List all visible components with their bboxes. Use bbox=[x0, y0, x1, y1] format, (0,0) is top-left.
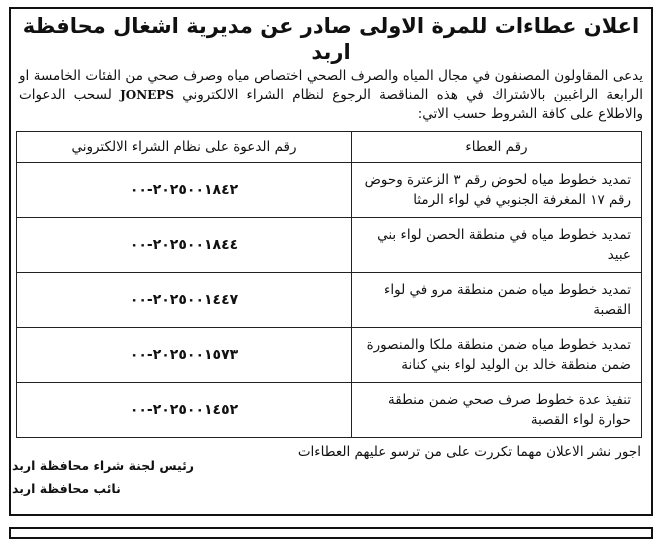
tender-notice bbox=[9, 7, 653, 516]
table-row bbox=[17, 218, 642, 273]
table-row bbox=[17, 163, 642, 218]
publication-fees-note: اجور نشر الاعلان مهما تكررت على من ترسو عليهم العطاءات bbox=[297, 444, 641, 460]
notice-intro bbox=[17, 67, 645, 124]
table-row bbox=[17, 328, 642, 383]
tender-name: تمديد خطوط مياه ضمن منطقة ملكا والمنصورة ضمن منطقة خالد بن الوليد لواء بني كنانة bbox=[352, 328, 642, 383]
tender-name: تمديد خطوط مياه في منطقة الحصن لواء بني عبيد bbox=[352, 218, 642, 273]
invitation-number: ٢٠٢٥٠٠١٨٤٢-٠٠ bbox=[17, 163, 352, 218]
intro-end: لسحب الدعوات والاطلاع على كافة الشروط حسب الاتي: bbox=[19, 87, 643, 122]
header-tender-name: رقم العطاء bbox=[352, 132, 642, 163]
table-row bbox=[17, 273, 642, 328]
invitation-number: ٢٠٢٥٠٠١٤٥٢-٠٠ bbox=[17, 383, 352, 438]
intro-text: يدعى المقاولون المصنفون في مجال المياه والصرف الصحي اختصاص مياه وصرف صحي من الفئات الخامسة او الرابعة الراغبين بالاشتراك في هذه المناقصة الرجوع لنظام الشراء الالكتروني bbox=[19, 68, 643, 103]
header-invitation-number: رقم الدعوة على نظام الشراء الالكتروني bbox=[17, 132, 352, 163]
next-ad-border bbox=[9, 527, 653, 539]
invitation-number: ٢٠٢٥٠٠١٤٤٧-٠٠ bbox=[17, 273, 352, 328]
tender-name: تمديد خطوط مياه ضمن منطقة مرو في لواء القصبة bbox=[352, 273, 642, 328]
notice-title: اعلان عطاءات للمرة الاولى صادر عن مديرية اشغال محافظة اربد bbox=[22, 14, 640, 64]
signature-deputy-governor: نائب محافظة اربد bbox=[12, 481, 121, 496]
tender-name: تمديد خطوط مياه لحوض رقم ٣ الزعترة وحوض رقم ١٧ المغرفة الجنوبي في لواء الرمثا bbox=[352, 163, 642, 218]
table-row bbox=[17, 383, 642, 438]
signature-committee-head: رئيس لجنة شراء محافظة اربد bbox=[12, 458, 194, 473]
table-header-row bbox=[17, 132, 642, 163]
system-name: JONEPS bbox=[120, 88, 174, 102]
tenders-table bbox=[16, 131, 642, 438]
tender-name: تنفيذ عدة خطوط صرف صحي ضمن منطقة حوارة لواء القصبة bbox=[352, 383, 642, 438]
invitation-number: ٢٠٢٥٠٠١٨٤٤-٠٠ bbox=[17, 218, 352, 273]
invitation-number: ٢٠٢٥٠٠١٥٧٣-٠٠ bbox=[17, 328, 352, 383]
